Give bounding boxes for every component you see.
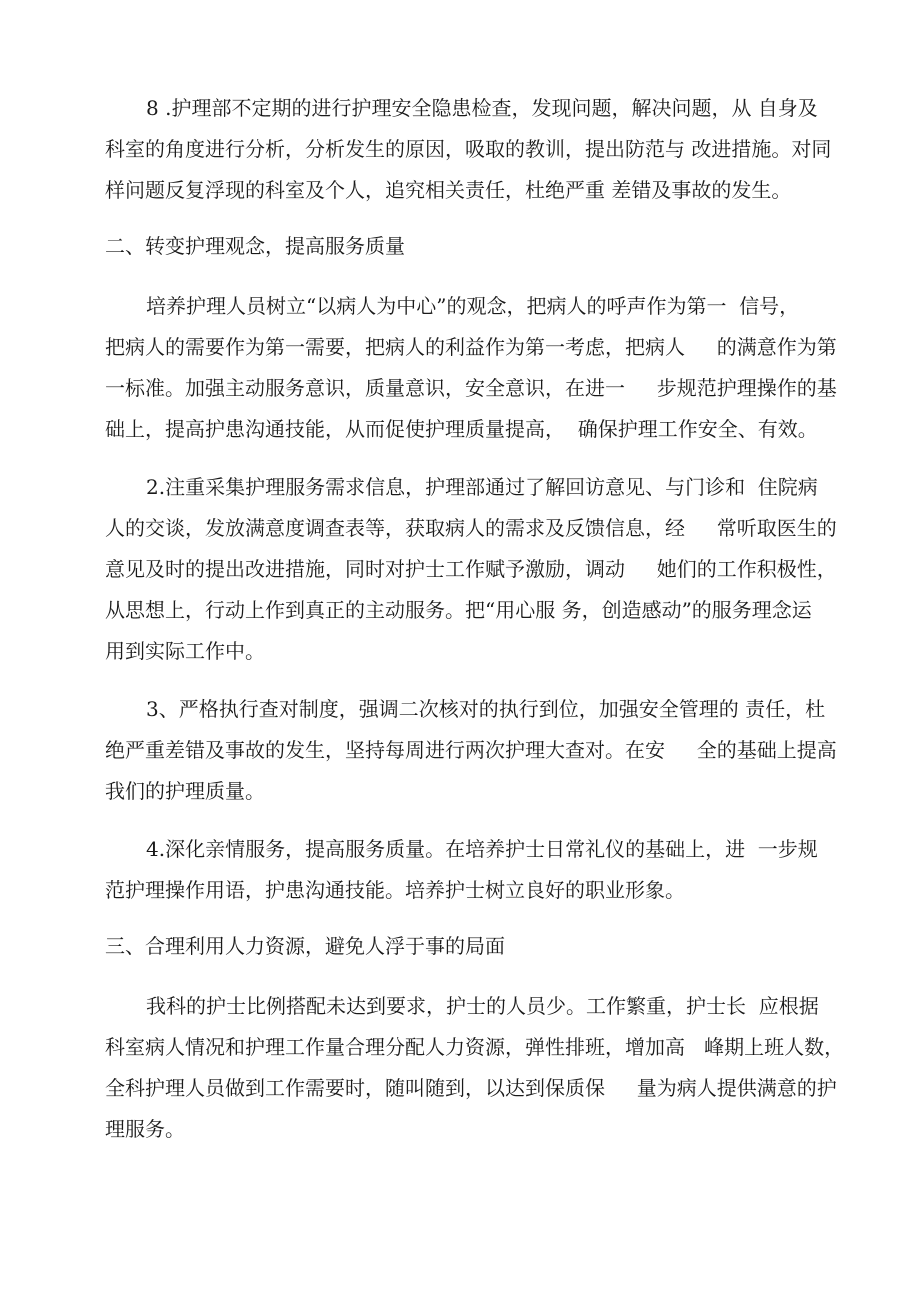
- text-line: 一标准。加强主动服务意识，质量意识，安全意识，在进一 步规范护理操作的基: [105, 376, 837, 400]
- text-line: 我科的护士比例搭配未达到要求，护士的人员少。工作繁重，护士长 应根据: [146, 994, 819, 1018]
- text-line: 培养护理人员树立“以病人为中心”的观念，把病人的呼声作为第一 信号，: [146, 294, 800, 318]
- text-line: 从思想上，行动上作到真正的主动服务。把“用心服 务，创造感动”的服务理念运: [105, 598, 812, 622]
- text-line: 科室的角度进行分析，分析发生的原因，吸取的教训，提出防范与 改进措施。对同: [105, 137, 832, 161]
- text-line: 绝严重差错及事故的发生，坚持每周进行两次护理大查对。在安 全的基础上提高: [105, 738, 837, 762]
- text-line: 人的交谈，发放满意度调查表等，获取病人的需求及反馈信息，经 常听取医生的: [105, 516, 837, 540]
- text-line: 科室病人情况和护理工作量合理分配人力资源，弹性排班，增加高 峰期上班人数，: [105, 1035, 845, 1059]
- text-line: 2.注重采集护理服务需求信息，护理部通过了解回访意见、与门诊和 住院病: [146, 475, 818, 499]
- text-line: 4.深化亲情服务，提高服务质量。在培养护士日常礼仪的基础上，进 一步规: [146, 837, 818, 861]
- text-line: 础上，提高护患沟通技能，从而促使护理质量提高， 确保护理工作安全、有效。: [105, 417, 818, 441]
- text-line: 用到实际工作中。: [105, 639, 265, 663]
- text-line: 把病人的需要作为第一需要，把病人的利益作为第一考虑，把病人 的满意作为第: [105, 335, 837, 359]
- text-line: 我们的护理质量。: [105, 779, 265, 803]
- text-line: 样问题反复浮现的科室及个人，追究相关责任，杜绝严重 差错及事故的发生。: [105, 178, 792, 202]
- text-line: 意见及时的提出改进措施，同时对护士工作赋予激励，调动 她们的工作积极性，: [105, 557, 837, 581]
- text-line: 理服务。: [105, 1117, 185, 1141]
- text-line: 范护理操作用语，护患沟通技能。培养护士树立良好的职业形象。: [105, 878, 685, 902]
- text-line: 3、严格执行查对制度，强调二次核对的执行到位，加强安全管理的 责任，杜: [146, 697, 826, 721]
- section-heading-2: 二、转变护理观念，提高服务质量: [105, 234, 405, 258]
- text-line: 8 .护理部不定期的进行护理安全隐患检查，发现问题，解决问题，从 自身及: [146, 96, 818, 120]
- text-line: 全科护理人员做到工作需要时，随叫随到，以达到保质保 量为病人提供满意的护: [105, 1076, 837, 1100]
- section-heading-3: 三、合理利用人力资源，避免人浮于事的局面: [105, 934, 505, 958]
